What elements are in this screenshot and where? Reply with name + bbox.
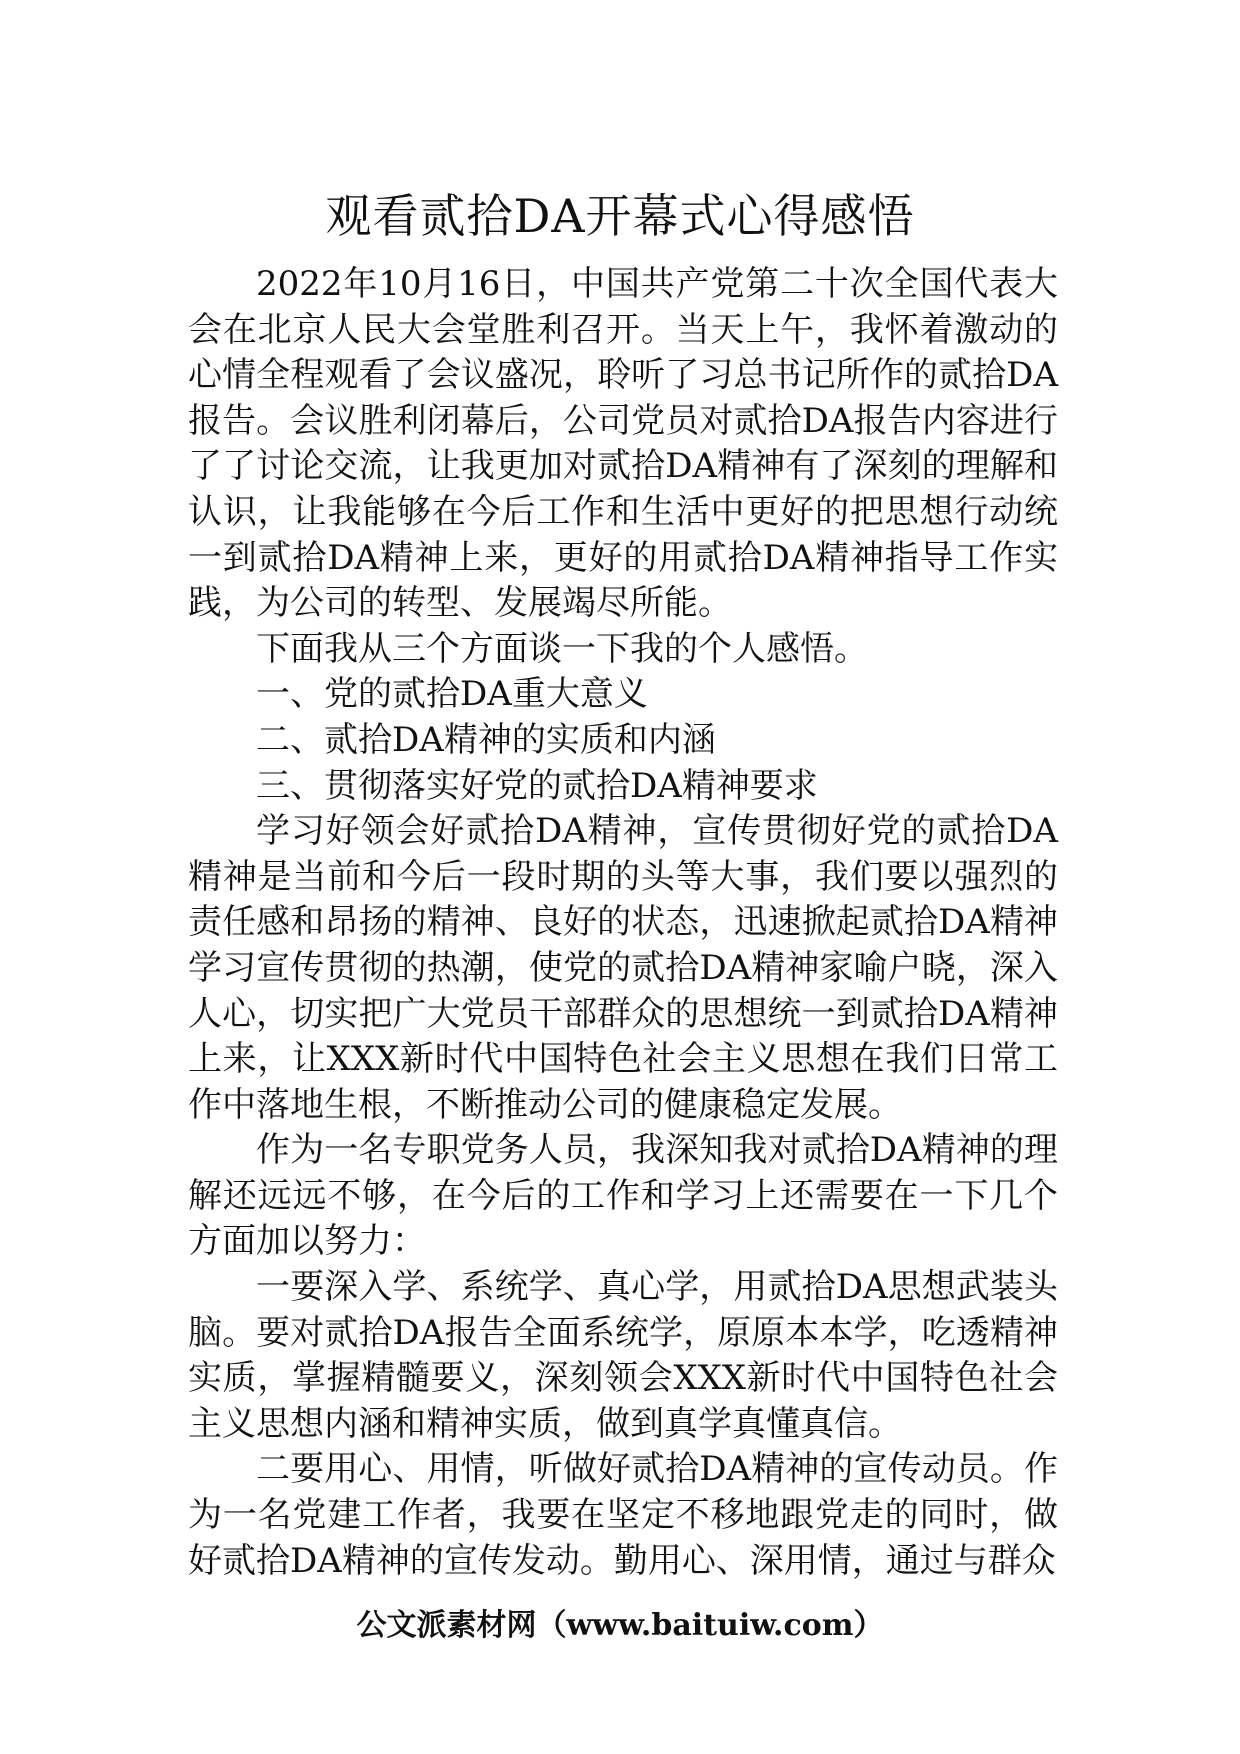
paragraph-point-1: 一要深入学、系统学、真心学，用贰拾DA思想武装头脑。要对贰拾DA报告全面系统学，原原本本学，吃透精神实质，掌握精髓要义，深刻领会XXX新时代中国特色社会主义思想内涵和精神实质，做到真学真懂真信。 [188,1267,1058,1444]
paragraph-outline-lead: 下面我从三个方面谈一下我的个人感悟。 [256,628,868,669]
document-body [188,262,1058,1584]
paragraph-role: 作为一名专职党务人员，我深知我对贰拾DA精神的理解还远远不够，在今后的工作和学习上还需要在一下几个方面加以努力： [188,1130,1058,1262]
paragraph-intro: 2022年10月16日，中国共产党第二十次全国代表大会在北京人民大会堂胜利召开。当天上午，我怀着激动的心情全程观看了会议盛况，聆听了习总书记所作的贰拾DA报告。会议胜利闭幕后，公司党员对贰拾DA报告内容进行了了讨论交流，让我更加对贰拾DA精神有了深刻的理解和认识，让我能够在今后工作和生活中更好的把思想行动统一到贰拾DA精神上来，更好的用贰拾DA精神指导工作实践，为公司的转型、发展竭尽所能。 [188,264,1058,624]
page-footer-watermark: 公文派素材网（www.baituiw.com） [356,1608,884,1643]
document-title: 观看贰拾DA开幕式心得感悟 [325,189,915,243]
paragraph-study: 学习好领会好贰拾DA精神，宣传贯彻好党的贰拾DA精神是当前和今后一段时期的头等大事，我们要以强烈的责任感和昂扬的精神、良好的状态，迅速掀起贰拾DA精神学习宣传贯彻的热潮，使党的贰拾DA精神家喻户晓，深入人心，切实把广大党员干部群众的思想统一到贰拾DA精神上来，让XXX新时代中国特色社会主义思想在我们日常工作中落地生根，不断推动公司的健康稳定发展。 [188,811,1058,1125]
paragraph-point-2: 二要用心、用情，听做好贰拾DA精神的宣传动员。作为一名党建工作者，我要在坚定不移地跟党走的同时，做好贰拾DA精神的宣传发动。勤用心、深用情，通过与群众 [188,1449,1058,1581]
outline-item-2: 二、贰拾DA精神的实质和内涵 [256,719,716,760]
outline-item-3: 三、贯彻落实好党的贰拾DA精神要求 [256,765,818,806]
outline-item-1: 一、党的贰拾DA重大意义 [256,674,648,715]
